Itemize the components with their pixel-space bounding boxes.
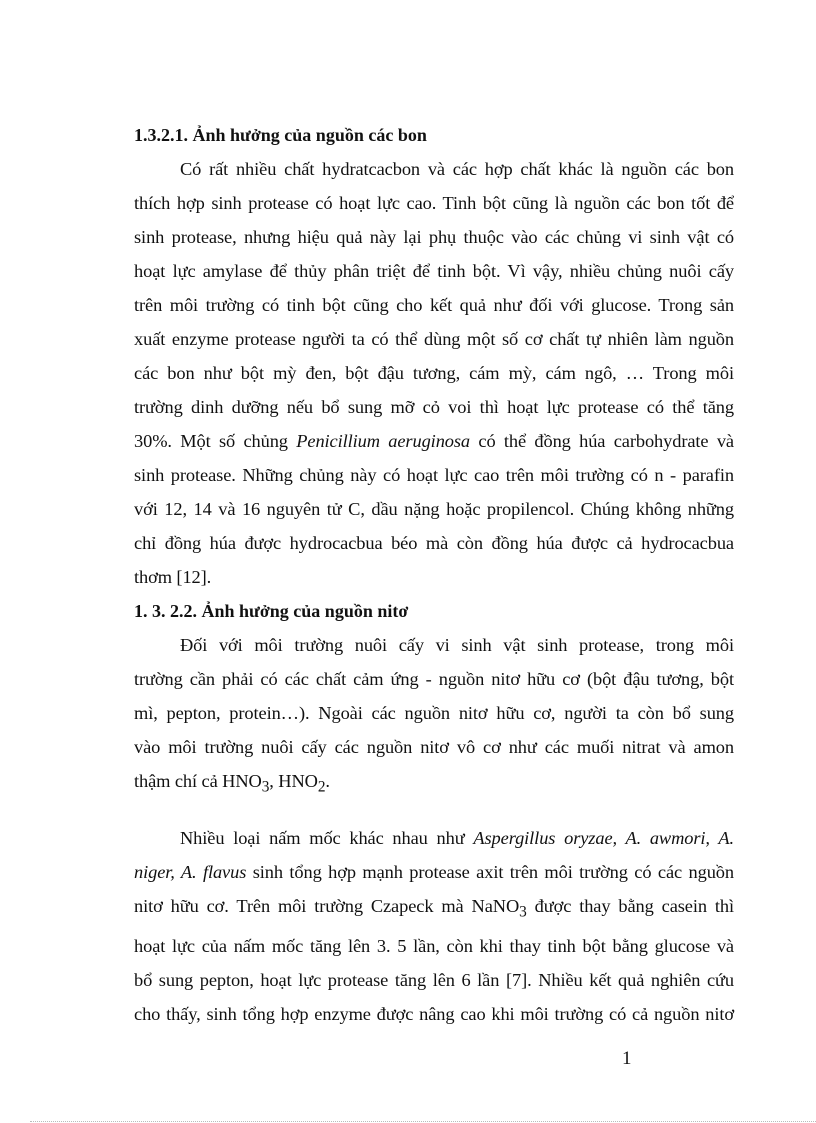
text-line: mì, pepton, protein…). Ngoài các nguồn nitơ hữu cơ, người ta còn bổ sung (134, 703, 734, 723)
text-line: hoạt lực của nấm mốc tăng lên 3. 5 lần, còn khi thay tinh bột bằng glucose và (134, 936, 734, 957)
text-line: Đối với môi trường nuôi cấy vi sinh vật sinh protease, trong môi (180, 635, 734, 655)
page-bottom-divider (30, 1121, 816, 1122)
text-run: sinh tổng hợp mạnh protease axit trên môi trường có các nguồn (246, 861, 734, 882)
text-line: trên môi trường có tinh bột cũng cho kết quả như đối với glucose. Trong sản (134, 295, 734, 315)
species-name: niger, A. flavus (134, 861, 247, 882)
text-line: bổ sung pepton, hoạt lực protease tăng lên 6 lần [7]. Nhiều kết quả nghiên cứu (134, 970, 734, 991)
text-line: thơm [12]. (134, 567, 212, 587)
text-line: các bon như bột mỳ đen, bột đậu tương, cám mỳ, cám ngô, … Trong môi (134, 363, 734, 383)
text-run: thậm chí cả HNO (134, 771, 262, 791)
text-line: với 12, 14 và 16 nguyên tử C, dầu nặng hoặc propilencol. Chúng không những (134, 499, 734, 519)
paragraph-carbon-source (134, 152, 734, 594)
section-heading-carbon-source: 1.3.2.1. Ảnh hưởng của nguồn các bon (134, 125, 427, 145)
text-line: thích hợp sinh protease có hoạt lực cao. Tinh bột cũng là nguồn các bon tốt để (134, 193, 734, 213)
text-line: chỉ đồng húa được hydrocacbua béo mà còn đồng húa được cả hydrocacbua (134, 533, 734, 553)
subscript: 2 (317, 778, 326, 796)
text-line: cho thấy, sinh tổng hợp enzyme được nâng cao khi môi trường có cả nguồn nitơ (134, 1004, 734, 1025)
text-line: vào môi trường nuôi cấy các nguồn nitơ vô cơ như các muối nitrat và amon (134, 737, 734, 757)
text-line: hoạt lực amylase để thủy phân triệt để tinh bột. Vì vậy, nhiều chủng nuôi cấy (134, 261, 734, 281)
species-name: Penicillium aeruginosa (296, 431, 471, 451)
page-number: 1 (622, 1048, 632, 1069)
text-line (134, 855, 734, 889)
text-line: trường cần phải có các chất cảm ứng - nguồn nitơ hữu cơ (bột đậu tương, bột (134, 669, 734, 689)
text-run: nitơ hữu cơ. Trên môi trường Czapeck mà NaNO (134, 895, 520, 916)
text-run: Nhiều loại nấm mốc khác nhau như (180, 827, 474, 848)
text-line (134, 821, 734, 855)
paragraph-spacer (134, 805, 734, 821)
text-line: xuất enzyme protease người ta có thể dùng một số cơ chất tự nhiên làm nguồn (134, 329, 734, 349)
text-run: . (325, 771, 330, 791)
text-line (134, 889, 734, 930)
paragraph-nitrogen-molds (134, 821, 734, 1032)
text-line (134, 764, 734, 805)
text-line: sinh protease, nhưng hiệu quả này lại phụ thuộc vào các chủng vi sinh vật có (134, 227, 734, 247)
text-run: , HNO (269, 771, 318, 791)
text-run: được thay bằng casein thì (526, 895, 735, 916)
page-content (134, 118, 734, 1031)
species-name: Aspergillus oryzae, A. awmori, A. (473, 827, 734, 848)
subscript: 3 (261, 778, 270, 796)
paragraph-nitrogen-intro (134, 628, 734, 805)
text-line (134, 424, 734, 458)
section-heading-nitrogen-source: 1. 3. 2.2. Ảnh hưởng của nguồn nitơ (134, 601, 409, 621)
text-line: sinh protease. Những chủng này có hoạt lực cao trên môi trường có n - parafin (134, 465, 734, 485)
subscript: 3 (519, 903, 527, 921)
text-line: trường dinh dưỡng nếu bổ sung mỡ cỏ voi thì hoạt lực protease có thể tăng (134, 397, 734, 417)
text-run: 30%. Một số chủng (134, 431, 297, 451)
text-run: có thể đồng húa carbohydrate và (470, 431, 735, 451)
text-line: Có rất nhiều chất hydratcacbon và các hợp chất khác là nguồn các bon (180, 159, 734, 179)
